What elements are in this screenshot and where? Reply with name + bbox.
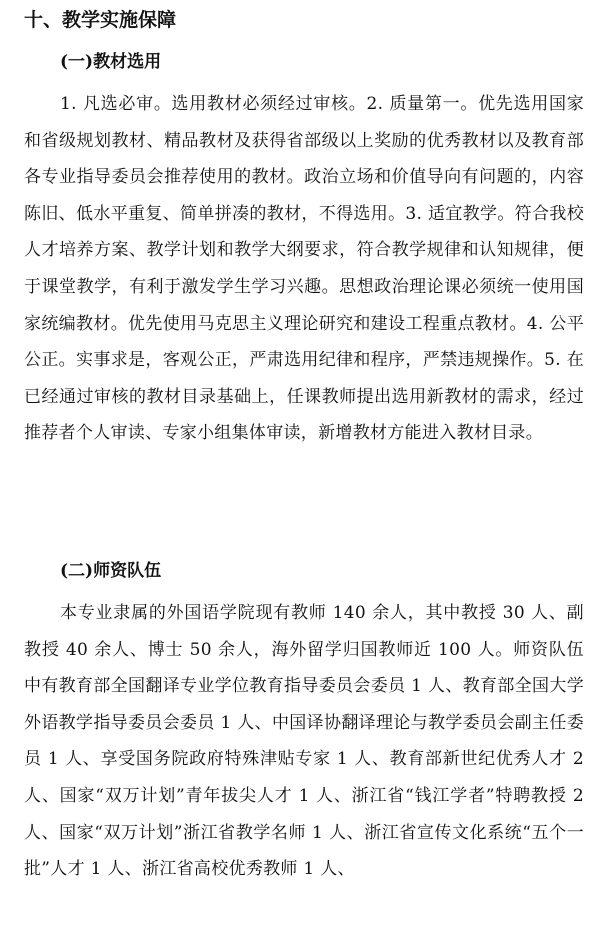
faculty-paragraph: 本专业隶属的外国语学院现有教师 140 余人，其中教授 30 人、副教授 40 余人、博士 50 余人，海外留学归国教师近 100 人。师资队伍中有教育部全国翻译专业学位教育指导委员会委员 1 人、教育部全国大学外语教学指导委员会委员 1 人、中国译协翻译理论与教学委员会副主任委员 1 人、享受国务院政府特殊津贴专家 1 人、教育部新世纪优秀人才 2 人、国家“双万计划”青年拔尖人才 1 人、浙江省“钱江学者”特聘教授 2 人、国家“双万计划”浙江省教学名师 1 人、浙江省宣传文化系统“五个一批”人才 1 人、浙江省高校优秀教师 1 人、: [24, 603, 584, 880]
section-heading: 十、教学实施保障: [24, 9, 177, 31]
textbook-selection-paragraph: 1. 凡选必审。选用教材必须经过审核。2. 质量第一。优先选用国家和省级规划教材、精品教材及获得省部级以上奖励的优秀教材以及教育部各专业指导委员会推荐使用的教材。政治立场和价值导向有问题的，内容陈旧、低水平重复、简单拼凑的教材，不得选用。3. 适宜教学。符合我校人才培养方案、教学计划和教学大纲要求，符合教学规律和认知规律，便于课堂教学，有利于激发学生学习兴趣。思想政治理论课必须统一使用国家统编教材。优先使用马克思主义理论研究和建设工程重点教材。4. 公平公正。实事求是，客观公正，严肃选用纪律和程序，严禁违规操作。5. 在已经通过审核的教材目录基础上，任课教师提出选用新教材的需求，经过推荐者个人审读、专家小组集体审读，新增教材方能进入教材目录。: [24, 94, 584, 444]
subsection-title-faculty: (二)师资队伍: [60, 561, 162, 581]
subsection-title-textbook-selection: (一)教材选用: [60, 52, 162, 72]
